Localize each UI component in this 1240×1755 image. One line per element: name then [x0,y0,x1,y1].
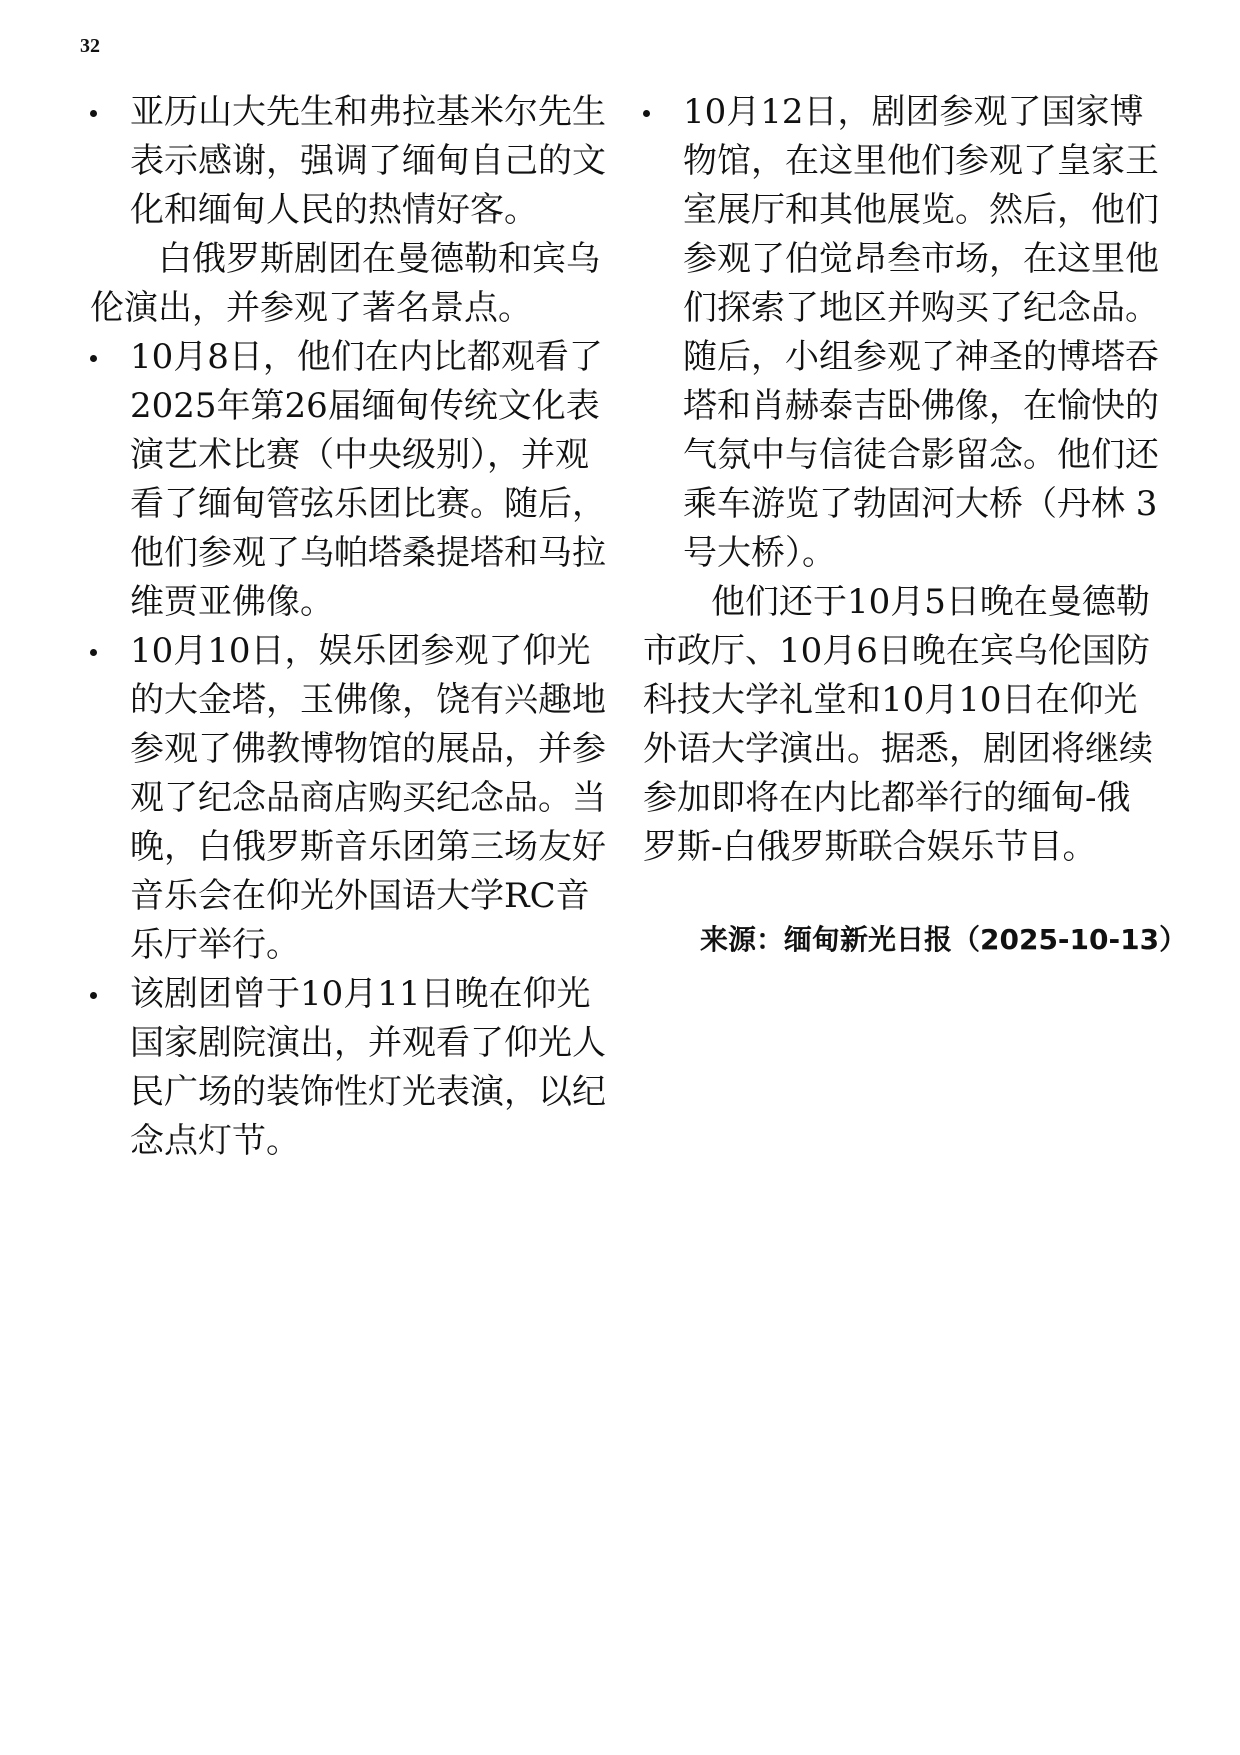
bullet-icon [90,355,97,362]
bullet-text: 10月12日，剧团参观了国家博物馆，在这里他们参观了皇家王室展厅和其他展览。然后，他们参观了伯觉昂叁市场，在这里他们探索了地区并购买了纪念品。随后，小组参观了神圣的博塔吞塔和肖赫泰吉卧佛像，在愉快的气氛中与信徒合影留念。他们还乘车游览了勃固河大桥（丹林 3号大桥）。 [683,92,1159,573]
bullet-item [90,333,610,627]
bullet-text: 该剧团曾于10月11日晚在仰光国家剧院演出，并观看了仰光人民广场的装饰性灯光表演，以纪念点灯节。 [130,974,606,1161]
left-column [90,88,610,1166]
paragraph: 白俄罗斯剧团在曼德勒和宾乌伦演出，并参观了著名景点。 [90,239,600,328]
source-citation: 来源：缅甸新光日报（2025-10-13） [700,923,1188,956]
page-number: 32 [80,35,100,57]
bullet-item [643,88,1163,578]
bullet-text: 10月8日，他们在内比都观看了2025年第26届缅甸传统文化表演艺术比赛（中央级别），并观看了缅甸管弦乐团比赛。随后，他们参观了乌帕塔桑提塔和马拉维贾亚佛像。 [130,337,606,622]
bullet-text: 亚历山大先生和弗拉基米尔先生表示感谢，强调了缅甸自己的文化和缅甸人民的热情好客。 [130,92,606,230]
bullet-text: 10月10日，娱乐团参观了仰光的大金塔，玉佛像，饶有兴趣地参观了佛教博物馆的展品，并参观了纪念品商店购买纪念品。当晚，白俄罗斯音乐团第三场友好音乐会在仰光外国语大学RC音乐厅举行。 [130,631,606,965]
bullet-item [90,88,610,235]
right-column [643,88,1163,872]
paragraph: 他们还于10月5日晚在曼德勒市政厅、10月6日晚在宾乌伦国防科技大学礼堂和10月10日在仰光外语大学演出。据悉，剧团将继续参加即将在内比都举行的缅甸-俄罗斯-白俄罗斯联合娱乐节目。 [643,582,1153,867]
bullet-icon [90,110,97,117]
bullet-icon [643,110,650,117]
bullet-item [90,970,610,1166]
bullet-icon [90,649,97,656]
bullet-icon [90,992,97,999]
bullet-item [90,627,610,970]
